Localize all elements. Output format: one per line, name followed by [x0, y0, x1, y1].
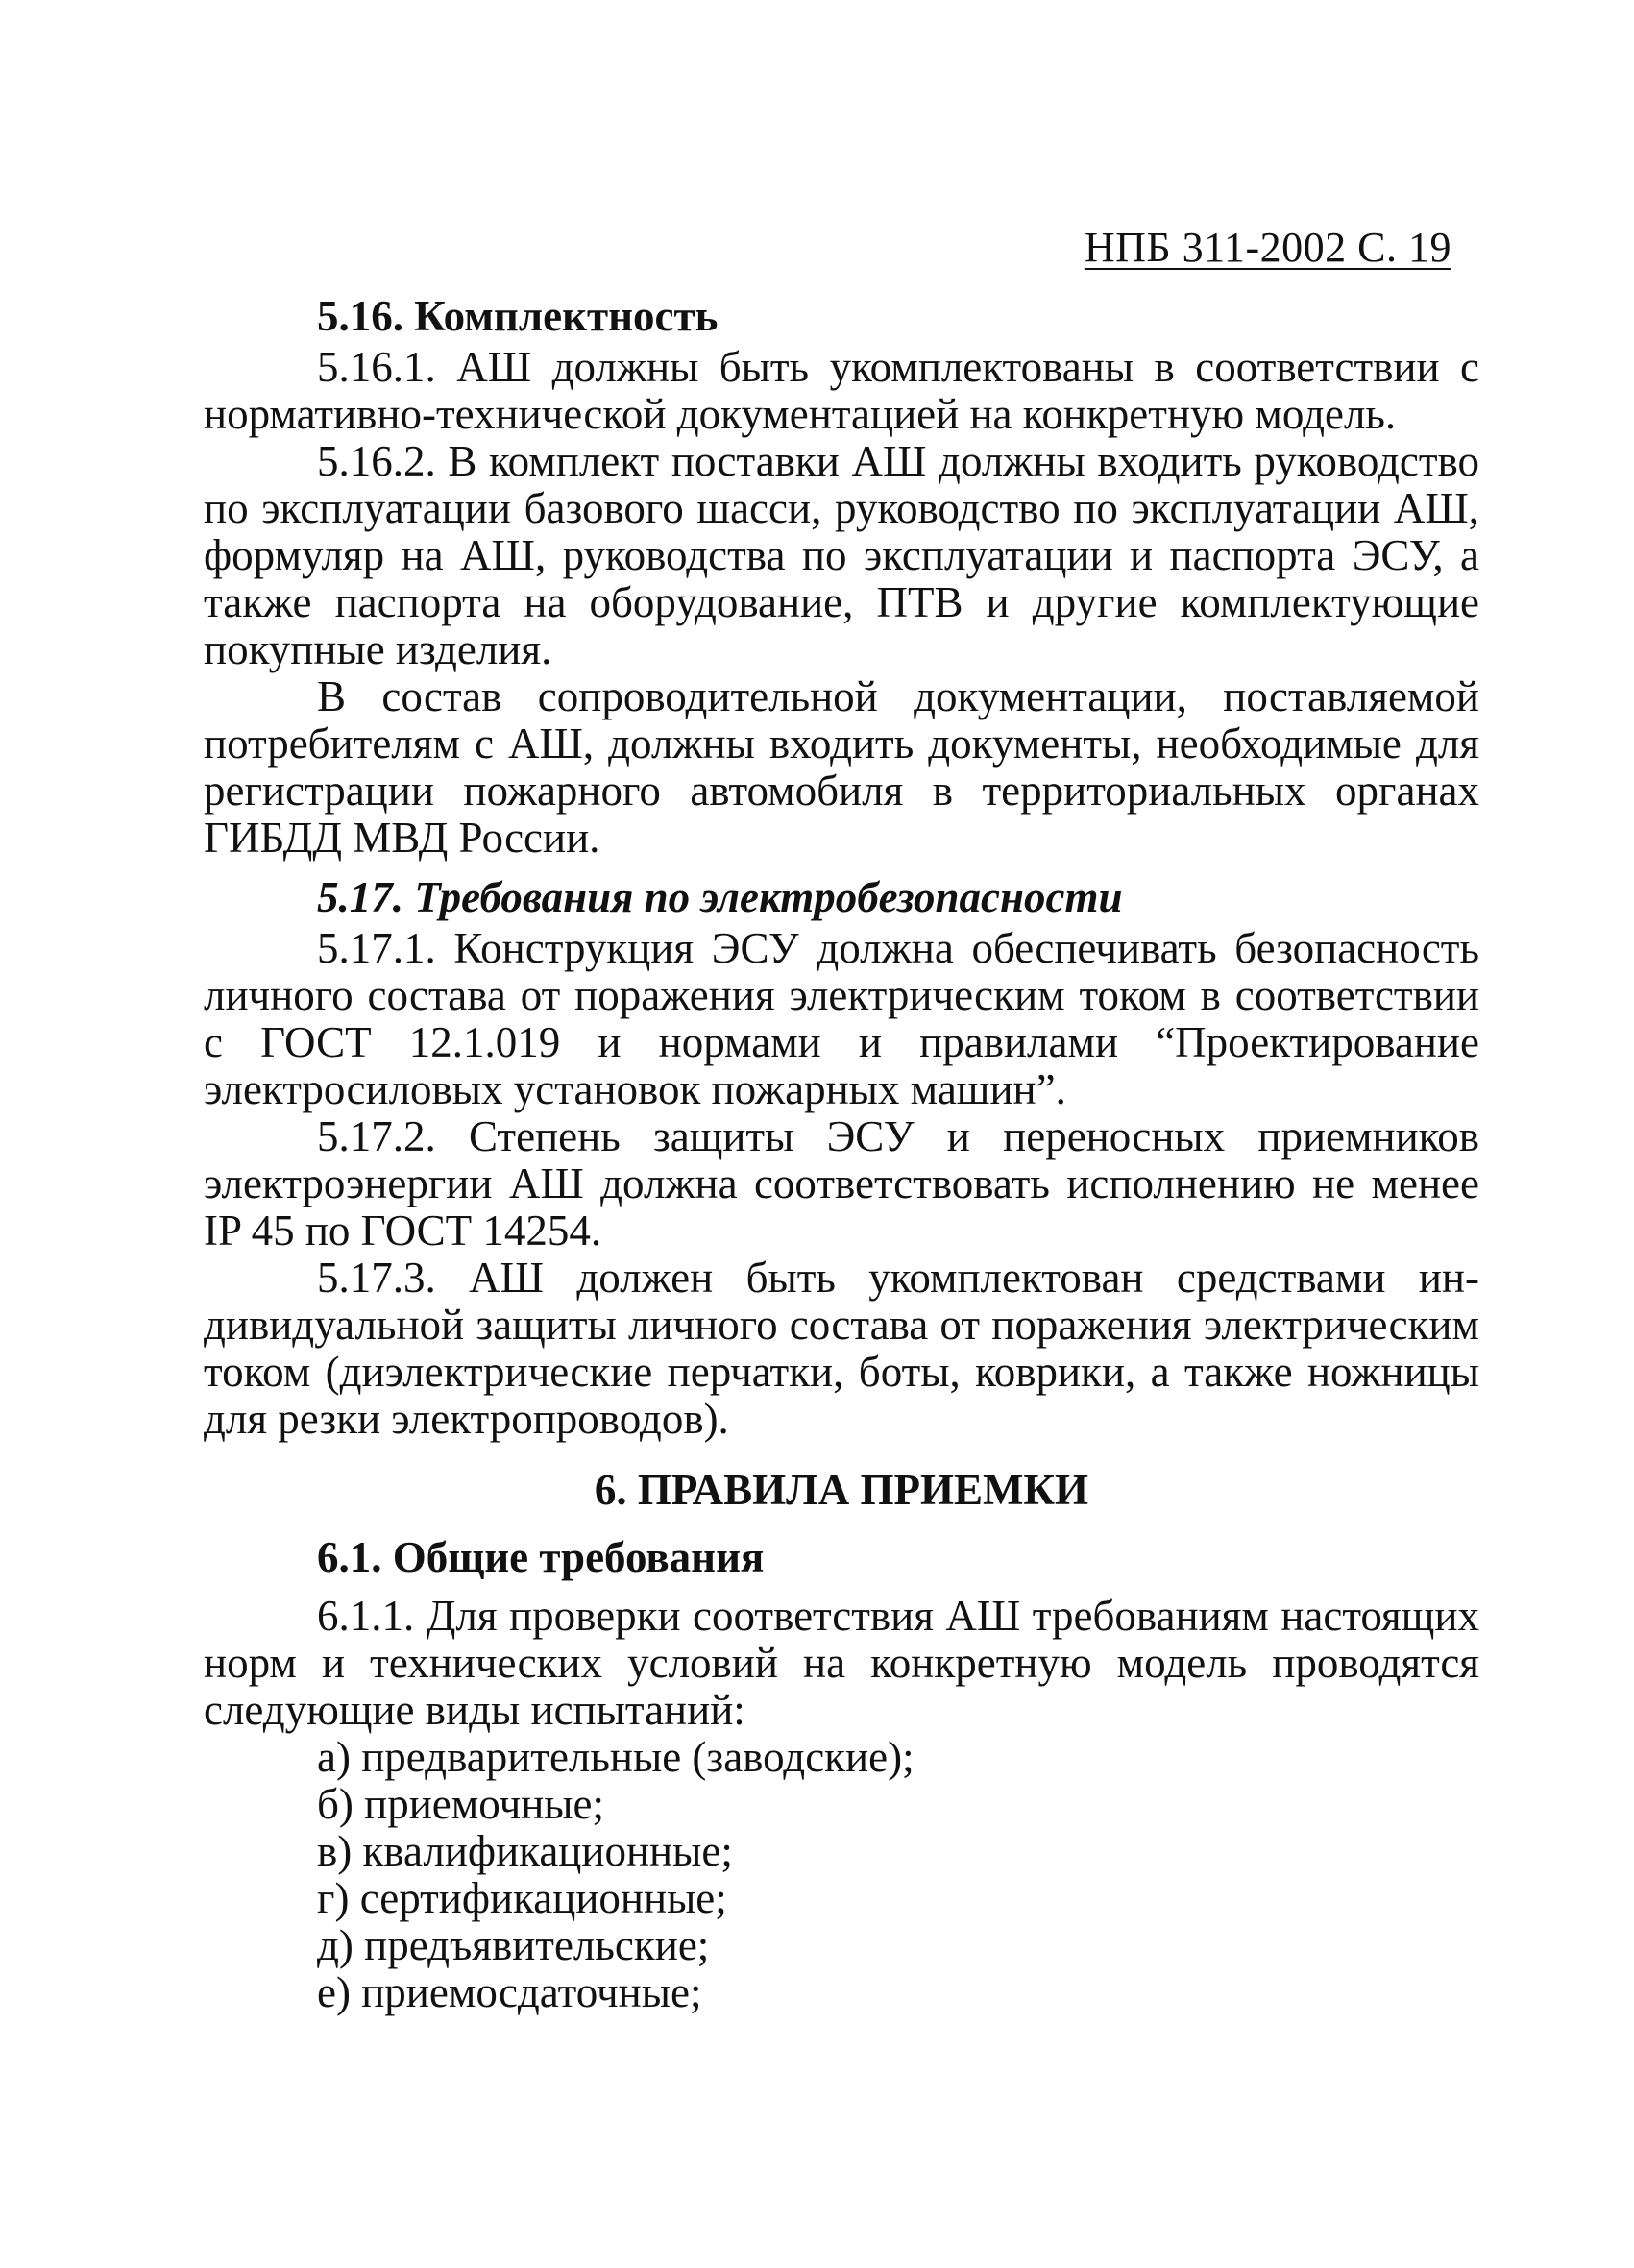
- paragraph-5-17-1: 5.17.1. Конструкция ЭСУ должна обеспечивать безопасность личного состава от поражения электрическим током в соответствии с ГОСТ 12.1.019 и нормами и правилами “Проектирование электросиловых установок пожарных машин”.: [204, 924, 1479, 1113]
- section-heading-5-17: 5.17. Требования по электробезопасности: [317, 873, 1123, 921]
- page-body: [204, 288, 1479, 2016]
- list-item: а) предварительные (заводские);: [317, 1733, 915, 1781]
- section-heading-6-1: 6.1. Общие требования: [317, 1533, 765, 1581]
- paragraph-5-16-2-cont: В состав сопроводительной документации, поставляемой потребителям с АШ, должны входить документы, необходимые для регистрации пожарного автомобиля в территориальных органах ГИБДД МВД России.: [204, 672, 1479, 862]
- paragraph-5-16-1: 5.16.1. АШ должны быть укомплектованы в соответствии с нормативно-технической документацией на конкретную модель.: [204, 343, 1479, 438]
- test-types-list: [204, 1734, 1479, 2016]
- list-item: в) квалификационные;: [317, 1827, 733, 1875]
- section-heading-6: 6. ПРАВИЛА ПРИЕМКИ: [594, 1466, 1089, 1514]
- list-item: е) приемосдаточные;: [317, 1968, 702, 2016]
- list-item: г) сертификационные;: [317, 1874, 727, 1922]
- page-header: НПБ 311-2002 С. 19: [1084, 224, 1451, 271]
- paragraph-5-17-2: 5.17.2. Степень защиты ЭСУ и переносных приемников электроэнергии АШ должна соответствовать исполнению не менее IP 45 по ГОСТ 14254.: [204, 1112, 1479, 1255]
- paragraph-6-1-1: 6.1.1. Для проверки соответствия АШ требованиям настоящих норм и технических условий на конкретную модель проводятся следующие виды испытаний:: [204, 1592, 1479, 1734]
- paragraph-5-16-2: 5.16.2. В комплект поставки АШ должны входить руководство по эксплуатации базового шасси, руководство по эксплуатации АШ, формуляр на АШ, руководства по эксплуатации и паспорта ЭСУ, а также паспорта на оборудование, ПТВ и другие комплектующие покупные изделия.: [204, 437, 1479, 673]
- paragraph-5-17-3: 5.17.3. АШ должен быть укомплектован средствами индивидуальной защиты личного состава от поражения электрическим током (диэлектрические перчатки, боты, коврики, а также ножницы для резки электропроводов).: [204, 1254, 1479, 1443]
- list-item: д) предъявительские;: [317, 1921, 710, 1969]
- list-item: б) приемочные;: [317, 1780, 605, 1828]
- section-heading-5-16: 5.16. Комплектность: [317, 292, 719, 340]
